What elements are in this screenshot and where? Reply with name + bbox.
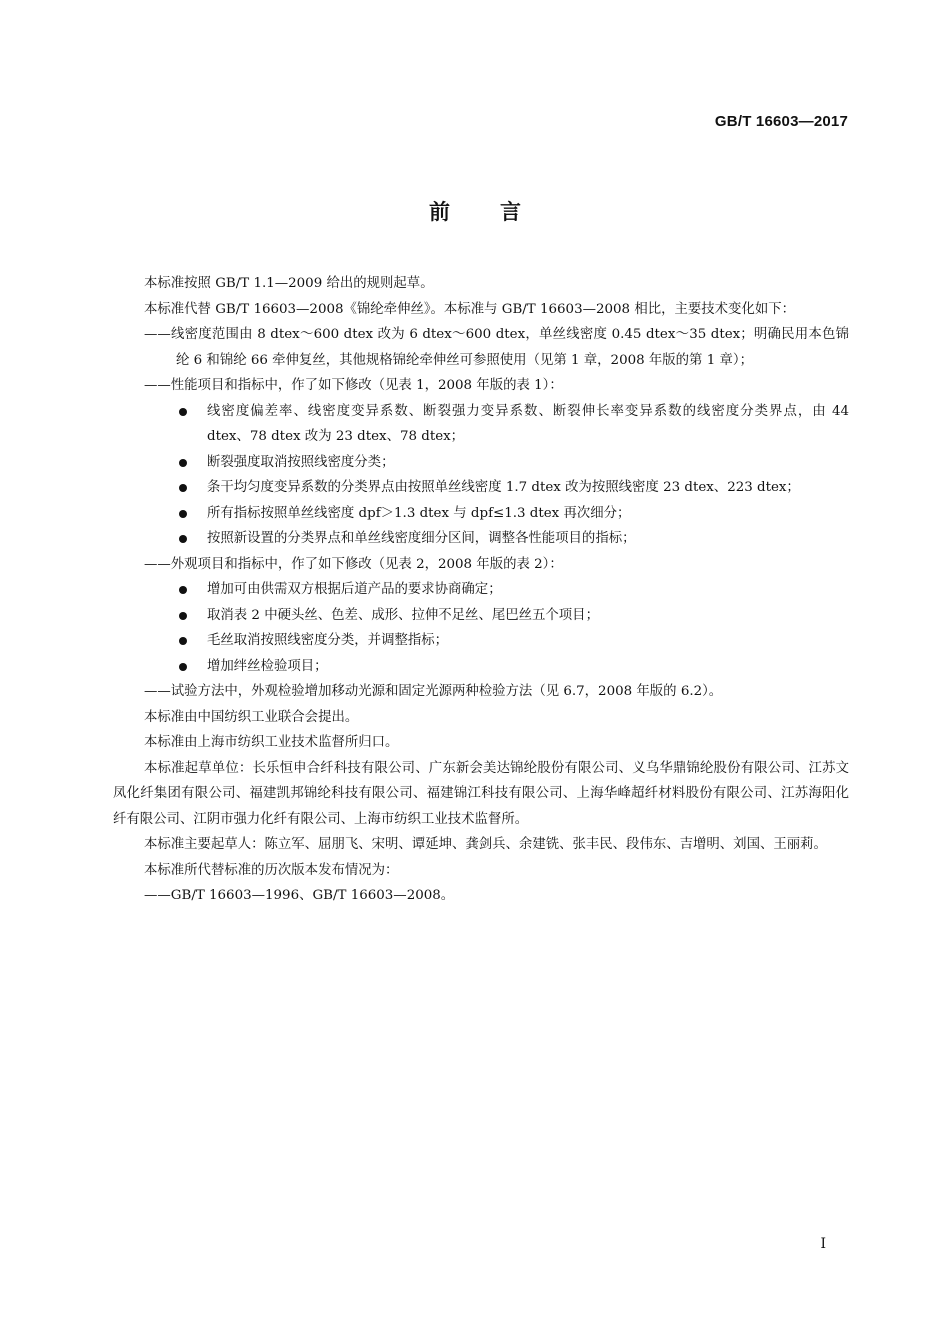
change-item-performance: ——性能项目和指标中，作了如下修改（见表 1，2008 年版的表 1）：	[144, 378, 563, 393]
performance-change-list	[113, 399, 849, 552]
list-item	[113, 628, 849, 654]
list-item-text: 所有指标按照单丝线密度 dpf＞1.3 dtex 与 dpf≤1.3 dtex 再次细分；	[207, 505, 631, 521]
appearance-change-list	[113, 577, 849, 679]
list-item	[113, 526, 849, 552]
list-item-text: 增加可由供需双方根据后道产品的要求协商确定；	[207, 582, 502, 597]
list-item-text: 断裂强度取消按照线密度分类；	[207, 454, 395, 470]
change-item-linear-density: ——线密度范围由 8 dtex～600 dtex 改为 6 dtex～600 dtex，单丝线密度 0.45 dtex～35 dtex；明确民用本色锦纶 6 和锦纶 66 牵伸复丝，其他规格锦纶牵伸丝可参照使用（见第 1 章，2008 年版的第 1 章）；	[144, 327, 849, 368]
list-item	[113, 577, 849, 603]
list-item	[113, 603, 849, 629]
bullet-icon	[179, 586, 187, 594]
list-item	[113, 450, 849, 476]
paragraph-history-intro: 本标准所代替标准的历次版本发布情况为：	[144, 862, 399, 878]
list-item-text: 取消表 2 中硬头丝、色差、成形、拉伸不足丝、尾巴丝五个项目；	[207, 607, 599, 623]
page-number: I	[820, 1236, 826, 1252]
standard-number: GB/T 16603—2017	[714, 113, 848, 130]
paragraph-replacement: 本标准代替 GB/T 16603—2008《锦纶牵伸丝》。本标准与 GB/T 16603—2008 相比，主要技术变化如下：	[144, 301, 796, 317]
bullet-icon	[179, 612, 187, 620]
list-item-text: 条干均匀度变异系数的分类界点由按照单丝线密度 1.7 dtex 改为按照线密度 23 dtex、223 dtex；	[207, 480, 800, 495]
bullet-icon	[179, 663, 187, 671]
list-item-text: 线密度偏差率、线密度变异系数、断裂强力变异系数、断裂伸长率变异系数的线密度分类界点，由 44 dtex、78 dtex 改为 23 dtex、78 dtex；	[207, 403, 849, 444]
list-item	[113, 475, 849, 501]
list-item	[113, 654, 849, 680]
list-item-text: 毛丝取消按照线密度分类，并调整指标；	[207, 633, 449, 648]
change-item-appearance: ——外观项目和指标中，作了如下修改（见表 2，2008 年版的表 2）：	[144, 556, 563, 572]
bullet-icon	[179, 637, 187, 645]
list-item	[113, 399, 849, 450]
bullet-icon	[179, 459, 187, 467]
bullet-icon	[179, 535, 187, 543]
history-item: ——GB/T 16603—1996、GB/T 16603—2008。	[144, 888, 455, 903]
bullet-icon	[179, 408, 187, 416]
bullet-icon	[179, 484, 187, 492]
list-item	[113, 501, 849, 527]
paragraph-drafting-rule: 本标准按照 GB/T 1.1—2009 给出的规则起草。	[144, 276, 434, 291]
paragraph-administrator: 本标准由上海市纺织工业技术监督所归口。	[144, 735, 399, 750]
bullet-icon	[179, 510, 187, 518]
document-body	[113, 271, 849, 909]
paragraph-drafters: 本标准主要起草人：陈立军、屈朋飞、宋明、谭延坤、龚剑兵、余建铣、张丰民、段伟东、吉增明、刘国、王丽莉。	[144, 837, 827, 852]
list-item-text: 增加绊丝检验项目；	[207, 658, 328, 674]
list-item-text: 按照新设置的分类界点和单丝线密度细分区间，调整各性能项目的指标；	[207, 531, 636, 546]
paragraph-drafting-units: 本标准起草单位：长乐恒申合纤科技有限公司、广东新会美达锦纶股份有限公司、义乌华鼎锦纶股份有限公司、江苏文凤化纤集团有限公司、福建凯邦锦纶科技有限公司、福建锦江科技有限公司、上海华峰超纤材料股份有限公司、江苏海阳化纤有限公司、江阴市强力化纤有限公司、上海市纺织工业技术监督所。	[113, 760, 849, 827]
page-title: 前言	[429, 200, 571, 224]
paragraph-proposer: 本标准由中国纺织工业联合会提出。	[144, 709, 359, 725]
change-item-test-method: ——试验方法中，外观检验增加移动光源和固定光源两种检验方法（见 6.7，2008 年版的 6.2）。	[144, 684, 723, 699]
